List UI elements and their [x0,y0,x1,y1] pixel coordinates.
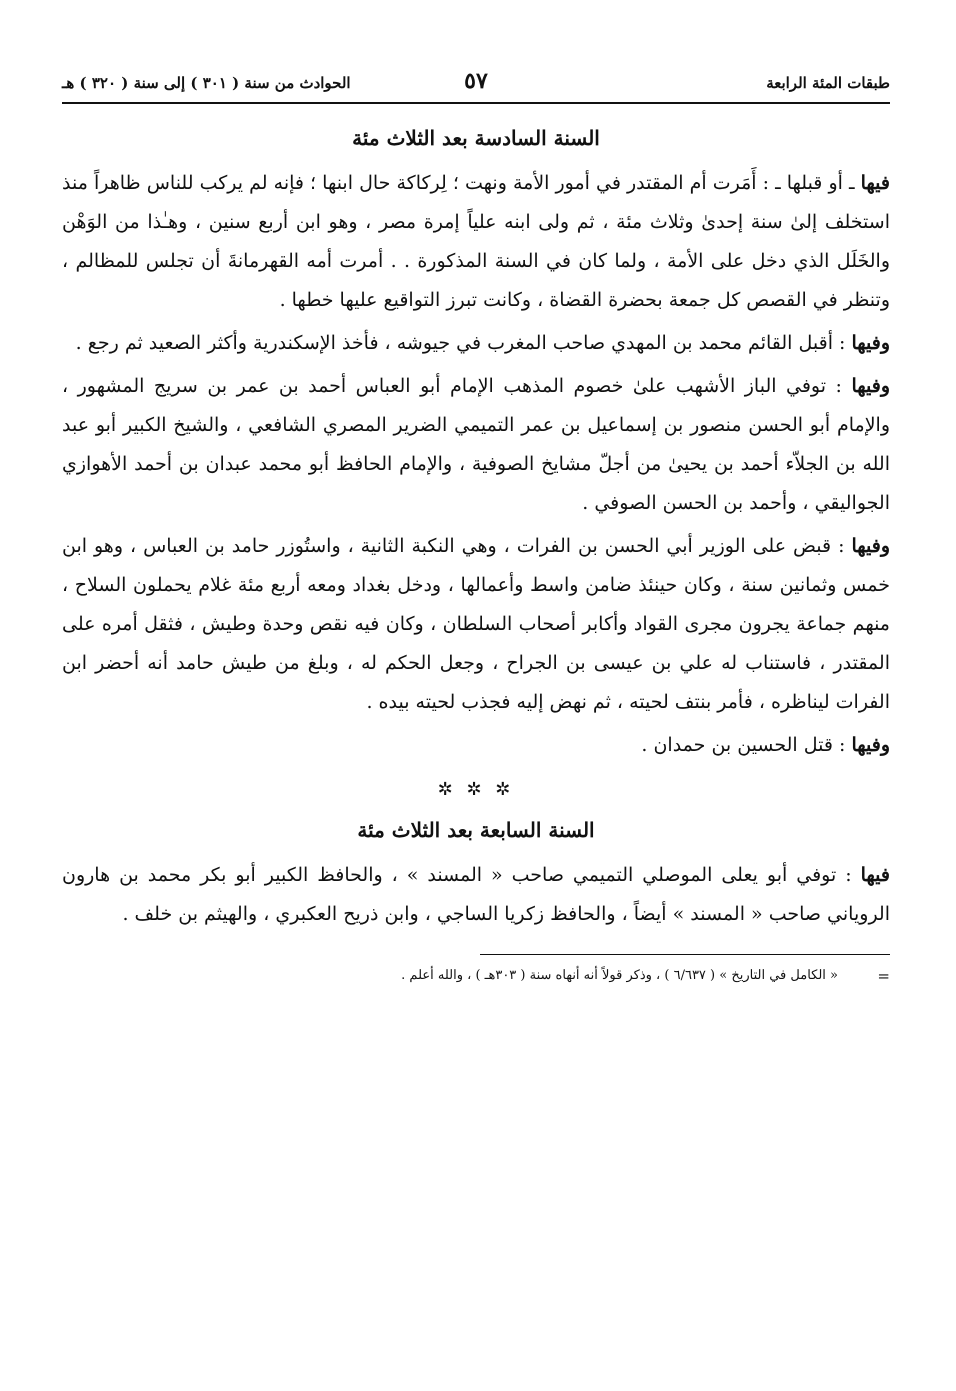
header-rule [62,102,890,104]
paragraph-lead: وفيها [851,332,890,354]
paragraph [62,856,890,934]
book-page [62,60,890,987]
footnote-rule [480,954,890,955]
paragraph [62,527,890,722]
paragraph [62,367,890,523]
paragraph-lead: وفيها [851,375,890,397]
paragraph-lead: وفيها [851,734,890,756]
paragraph-text: : قبض على الوزير أبي الحسن بن الفرات ، وهي النكبة الثانية ، واستُوزر حامد بن العباس ، وهو ابن خمس وثمانين سنة ، وكان حينئذ ضامن واسط وأعمالها ، ودخل بغداد ومعه أربع مئة غلام يحملون السلاح ، منهم جماعة يجرون مجرى القواد وأكابر أصحاب السلطان ، وكان فيه نقص وحدة وطيش ، فثقل أمره على المقتدر ، فاستناب له علي بن عيسى بن الجراح ، وجعل الحكم له ، وبلغ من طيش حامد أنه أحضر ابن الفرات ليناظره ، فأمر بنتف لحيته ، ثم نهض إليه فجذب لحيته بيده . [62,535,890,713]
paragraph-text: ـ أو قبلها ـ : أَمَرت أم المقتدر في أمور الأمة ونهت ؛ لِركاكة حال ابنها ؛ فإنه لم يركب للناس ظاهراً منذ استخلف إلىٰ سنة إحدىٰ وثلاث مئة ، ثم ولى ابنه علياً إمرة مصر ، وهو ابن أربع سنين ، وهـٰذا من الوَهْن والخَلَل الذي دخل على الأمة ، ولما كان في السنة المذكورة . . أمرت أمه القهرمانةَ أن تجلس للمظالم ، وتنظر في القصص كل جمعة بحضرة القضاة ، وكانت تبرز التواقيع عليها خطها . [62,172,890,311]
section-separator: ✲ ✲ ✲ [437,779,515,800]
footnote [62,965,890,987]
footnote-text: « الكامل في التاريخ » ( ٦/٦٣٧ ) ، وذكر قولاً أنه أنهاه سنة ( ٣٠٣هـ ) ، والله أعلم . [401,968,838,983]
paragraph [62,164,890,320]
paragraph-lead: فيها [860,864,890,886]
book-title: طبقات المئة الرابعة [766,74,890,92]
paragraph [62,324,890,363]
running-head [62,60,890,102]
chapter-range: الحوادث من سنة ( ٣٠١ ) إلى سنة ( ٣٢٠ ) هـ [62,74,351,92]
paragraph [62,726,890,765]
section-title-year-306: السنة السادسة بعد الثلاث مئة [352,126,600,150]
paragraph-text: : قتل الحسين بن حمدان . [641,734,852,756]
paragraph-lead: وفيها [851,535,890,557]
paragraph-text: : أقبل القائم محمد بن المهدي صاحب المغرب في جيوشه ، فأخذ الإسكندرية وأكثر الصعيد ثم رجع . [75,332,852,354]
paragraph-text: : توفي أبو يعلى الموصلي التميمي صاحب « المسند » ، والحافظ الكبير أبو بكر محمد بن هارون الروياني صاحب « المسند » أيضاً ، والحافظ زكريا الساجي ، وابن ذريح العكبري ، والهيثم بن خلف . [62,864,890,925]
page-number: ٥٧ [464,68,488,94]
section-title-year-307: السنة السابعة بعد الثلاث مئة [357,818,595,842]
footnote-continuation-marker: = [877,967,890,985]
paragraph-text: : توفي الباز الأشهب علىٰ خصوم المذهب الإمام أبو العباس أحمد بن عمر بن سريج المشهور ، والإمام أبو الحسن منصور بن إسماعيل بن عمر التميمي الضرير المصري الشافعي ، والشيخ الكبير أبو عبد الله بن الجلاّء أحمد بن يحيىٰ من أجلّ مشايخ الصوفية ، والإمام الحافظ أبو محمد عبدان بن أحمد الأهوازي الجواليقي ، وأحمد بن الحسن الصوفي . [62,375,890,514]
paragraph-lead: فيها [860,172,890,194]
